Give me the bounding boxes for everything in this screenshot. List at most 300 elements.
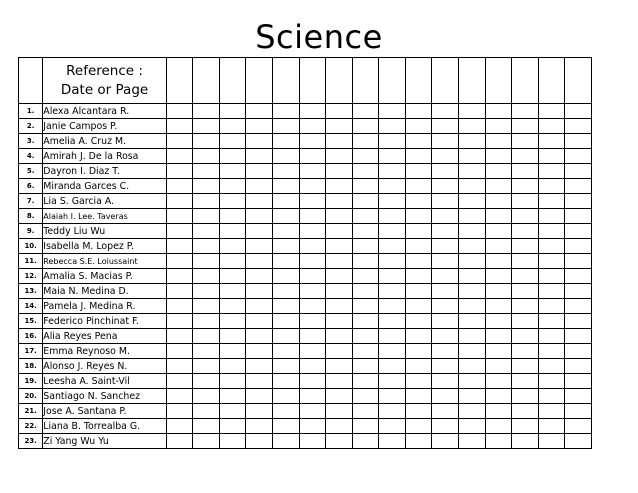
grade-cell	[432, 374, 459, 389]
grade-cell	[432, 209, 459, 224]
grade-cell	[326, 374, 353, 389]
grade-cell	[273, 134, 300, 149]
table-row	[19, 179, 592, 194]
page-title: Science	[255, 18, 383, 56]
grade-cell	[352, 284, 379, 299]
student-number: 1.	[19, 104, 43, 119]
grade-cell	[538, 194, 565, 209]
student-number: 5.	[19, 164, 43, 179]
grade-cell	[538, 254, 565, 269]
grade-cell	[512, 434, 539, 449]
grade-cell	[485, 134, 512, 149]
grade-cell	[193, 389, 220, 404]
reference-header	[43, 58, 167, 104]
grade-cell	[432, 224, 459, 239]
student-number: 4.	[19, 149, 43, 164]
grade-cell	[565, 374, 592, 389]
table-row	[19, 389, 592, 404]
grade-cell	[458, 134, 485, 149]
grade-cell	[352, 194, 379, 209]
grade-cell	[565, 299, 592, 314]
student-number: 18.	[19, 359, 43, 374]
table-row	[19, 314, 592, 329]
grade-cell	[219, 329, 246, 344]
grade-cell	[379, 299, 406, 314]
grade-cell	[166, 314, 193, 329]
grade-cell	[565, 404, 592, 419]
grade-cell	[352, 299, 379, 314]
grade-cell	[326, 239, 353, 254]
grade-cell	[432, 359, 459, 374]
student-name: Federico Pinchinat F.	[43, 314, 167, 329]
grade-cell	[432, 434, 459, 449]
grade-cell	[458, 224, 485, 239]
grade-cell	[458, 419, 485, 434]
grade-cell	[512, 284, 539, 299]
grade-cell	[246, 359, 273, 374]
grade-cell	[565, 179, 592, 194]
grade-cell	[193, 434, 220, 449]
grade-cell	[326, 299, 353, 314]
grade-cell	[299, 329, 326, 344]
grade-cell	[485, 104, 512, 119]
grade-cell	[432, 389, 459, 404]
grade-cell	[219, 119, 246, 134]
grade-cell	[512, 134, 539, 149]
grade-cell	[352, 419, 379, 434]
grade-cell	[458, 374, 485, 389]
grade-cell	[299, 119, 326, 134]
student-number: 10.	[19, 239, 43, 254]
reference-label: Reference :	[66, 62, 143, 79]
grade-cell	[219, 314, 246, 329]
grade-cell	[166, 269, 193, 284]
grade-cell	[379, 239, 406, 254]
grade-cell	[299, 164, 326, 179]
grade-cell	[246, 239, 273, 254]
student-number: 17.	[19, 344, 43, 359]
grade-cell	[326, 329, 353, 344]
grade-cell	[538, 179, 565, 194]
grade-cell	[405, 209, 432, 224]
grade-cell	[299, 404, 326, 419]
grade-cell	[246, 419, 273, 434]
grade-cell	[485, 284, 512, 299]
grade-cell	[485, 359, 512, 374]
grade-cell	[193, 359, 220, 374]
grade-cell	[326, 359, 353, 374]
grade-cell	[405, 419, 432, 434]
grade-cell	[246, 389, 273, 404]
grade-cell	[458, 209, 485, 224]
grade-cell	[273, 434, 300, 449]
grade-cell	[219, 404, 246, 419]
grade-cell	[485, 209, 512, 224]
grade-cell	[379, 164, 406, 179]
grade-cell	[458, 104, 485, 119]
grade-cell	[299, 269, 326, 284]
grade-cell	[352, 119, 379, 134]
table-row	[19, 194, 592, 209]
table-row	[19, 149, 592, 164]
grade-cell	[273, 329, 300, 344]
grade-cell	[512, 224, 539, 239]
student-name: Rebecca S.E. Loiussaint	[43, 254, 167, 269]
grade-cell	[166, 284, 193, 299]
grade-cell	[565, 239, 592, 254]
grade-cell	[352, 389, 379, 404]
grade-cell	[485, 119, 512, 134]
grade-cell	[379, 194, 406, 209]
grade-cell	[299, 284, 326, 299]
grade-cell	[512, 299, 539, 314]
gradebook-table	[18, 57, 592, 449]
grade-cell	[273, 194, 300, 209]
grade-cell	[193, 149, 220, 164]
grade-cell	[432, 179, 459, 194]
table-row	[19, 419, 592, 434]
grade-cell	[299, 149, 326, 164]
grade-cell	[219, 299, 246, 314]
grade-cell	[246, 119, 273, 134]
grade-cell	[326, 209, 353, 224]
grade-cell	[512, 119, 539, 134]
grade-cell	[458, 314, 485, 329]
grade-cell	[273, 284, 300, 299]
grade-cell	[193, 299, 220, 314]
grade-cell	[166, 134, 193, 149]
grade-cell	[485, 374, 512, 389]
grade-cell	[379, 359, 406, 374]
table-row	[19, 404, 592, 419]
student-number: 2.	[19, 119, 43, 134]
grade-cell	[166, 119, 193, 134]
grade-cell	[405, 224, 432, 239]
student-name: Jose A. Santana P.	[43, 404, 167, 419]
grade-cell	[219, 239, 246, 254]
student-name: Leesha A. Saint-Vil	[43, 374, 167, 389]
grade-cell	[246, 58, 273, 104]
grade-cell	[405, 134, 432, 149]
grade-cell	[166, 58, 193, 104]
grade-cell	[246, 269, 273, 284]
grade-cell	[485, 164, 512, 179]
student-number: 21.	[19, 404, 43, 419]
grade-cell	[166, 194, 193, 209]
grade-cell	[299, 344, 326, 359]
grade-cell	[193, 284, 220, 299]
grade-cell	[166, 254, 193, 269]
grade-cell	[405, 254, 432, 269]
grade-cell	[326, 419, 353, 434]
grade-cell	[379, 179, 406, 194]
grade-cell	[458, 404, 485, 419]
grade-cell	[512, 344, 539, 359]
grade-cell	[405, 239, 432, 254]
grade-cell	[485, 269, 512, 284]
grade-cell	[405, 404, 432, 419]
grade-cell	[538, 404, 565, 419]
grade-cell	[565, 419, 592, 434]
grade-cell	[512, 104, 539, 119]
grade-cell	[485, 224, 512, 239]
grade-cell	[352, 314, 379, 329]
grade-cell	[405, 329, 432, 344]
grade-cell	[538, 389, 565, 404]
grade-cell	[273, 209, 300, 224]
grade-cell	[379, 434, 406, 449]
student-number: 3.	[19, 134, 43, 149]
grade-cell	[219, 179, 246, 194]
student-name: Alia Reyes Pena	[43, 329, 167, 344]
grade-cell	[458, 254, 485, 269]
grade-cell	[246, 374, 273, 389]
grade-cell	[565, 284, 592, 299]
grade-cell	[352, 269, 379, 284]
grade-cell	[379, 284, 406, 299]
grade-cell	[246, 299, 273, 314]
grade-cell	[326, 284, 353, 299]
grade-cell	[565, 149, 592, 164]
grade-cell	[538, 419, 565, 434]
grade-cell	[379, 224, 406, 239]
grade-cell	[512, 58, 539, 104]
grade-cell	[485, 329, 512, 344]
student-name: Dayron I. Diaz T.	[43, 164, 167, 179]
grade-cell	[405, 374, 432, 389]
grade-cell	[458, 58, 485, 104]
grade-cell	[565, 344, 592, 359]
grade-cell	[538, 119, 565, 134]
grade-cell	[538, 239, 565, 254]
grade-cell	[166, 434, 193, 449]
table-row	[19, 224, 592, 239]
grade-cell	[432, 104, 459, 119]
grade-cell	[326, 194, 353, 209]
grade-cell	[326, 164, 353, 179]
grade-cell	[538, 344, 565, 359]
student-name: Emma Reynoso M.	[43, 344, 167, 359]
grade-cell	[273, 224, 300, 239]
grade-cell	[538, 359, 565, 374]
grade-cell	[458, 434, 485, 449]
grade-cell	[273, 389, 300, 404]
grade-cell	[273, 239, 300, 254]
grade-cell	[379, 58, 406, 104]
student-number: 19.	[19, 374, 43, 389]
grade-cell	[512, 404, 539, 419]
grade-cell	[512, 419, 539, 434]
grade-cell	[538, 329, 565, 344]
grade-cell	[246, 134, 273, 149]
grade-cell	[485, 58, 512, 104]
grade-cell	[352, 179, 379, 194]
grade-cell	[326, 404, 353, 419]
grade-cell	[273, 299, 300, 314]
table-row	[19, 434, 592, 449]
grade-cell	[512, 314, 539, 329]
grade-cell	[352, 134, 379, 149]
grade-cell	[432, 134, 459, 149]
grade-cell	[273, 404, 300, 419]
grade-cell	[352, 58, 379, 104]
student-number: 7.	[19, 194, 43, 209]
student-name: Liana B. Torrealba G.	[43, 419, 167, 434]
grade-cell	[565, 359, 592, 374]
grade-cell	[458, 389, 485, 404]
grade-cell	[538, 269, 565, 284]
grade-cell	[273, 419, 300, 434]
grade-cell	[379, 119, 406, 134]
grade-cell	[326, 58, 353, 104]
grade-cell	[246, 149, 273, 164]
grade-cell	[405, 434, 432, 449]
grade-cell	[432, 344, 459, 359]
table-row	[19, 284, 592, 299]
grade-cell	[512, 269, 539, 284]
grade-cell	[485, 314, 512, 329]
header-row	[19, 58, 592, 104]
grade-cell	[538, 58, 565, 104]
grade-cell	[458, 164, 485, 179]
grade-cell	[219, 104, 246, 119]
grade-cell	[379, 269, 406, 284]
grade-cell	[352, 344, 379, 359]
grade-cell	[565, 209, 592, 224]
grade-cell	[565, 134, 592, 149]
grade-cell	[512, 329, 539, 344]
grade-cell	[458, 239, 485, 254]
grade-cell	[273, 314, 300, 329]
grade-cell	[485, 149, 512, 164]
grade-cell	[166, 224, 193, 239]
table-row	[19, 119, 592, 134]
table-row	[19, 344, 592, 359]
student-name: Maia N. Medina D.	[43, 284, 167, 299]
grade-cell	[299, 359, 326, 374]
grade-cell	[219, 58, 246, 104]
grade-cell	[246, 404, 273, 419]
grade-cell	[273, 254, 300, 269]
grade-cell	[405, 179, 432, 194]
grade-cell	[432, 119, 459, 134]
grade-cell	[219, 149, 246, 164]
grade-cell	[352, 404, 379, 419]
grade-cell	[326, 104, 353, 119]
grade-cell	[458, 359, 485, 374]
grade-cell	[352, 239, 379, 254]
grade-cell	[326, 254, 353, 269]
grade-cell	[326, 119, 353, 134]
grade-cell	[219, 254, 246, 269]
student-number: 16.	[19, 329, 43, 344]
grade-cell	[246, 314, 273, 329]
student-number: 6.	[19, 179, 43, 194]
grade-cell	[538, 314, 565, 329]
grade-cell	[432, 284, 459, 299]
grade-cell	[512, 389, 539, 404]
grade-cell	[458, 149, 485, 164]
grade-cell	[512, 179, 539, 194]
grade-cell	[458, 269, 485, 284]
grade-cell	[246, 434, 273, 449]
grade-cell	[485, 194, 512, 209]
grade-cell	[219, 389, 246, 404]
table-row	[19, 254, 592, 269]
grade-cell	[565, 329, 592, 344]
table-row	[19, 299, 592, 314]
grade-cell	[352, 224, 379, 239]
grade-cell	[219, 284, 246, 299]
grade-cell	[273, 359, 300, 374]
grade-cell	[485, 239, 512, 254]
student-name: Isabella M. Lopez P.	[43, 239, 167, 254]
grade-cell	[326, 149, 353, 164]
grade-cell	[246, 254, 273, 269]
student-number: 12.	[19, 269, 43, 284]
grade-cell	[485, 434, 512, 449]
grade-cell	[219, 134, 246, 149]
grade-cell	[432, 419, 459, 434]
grade-cell	[512, 209, 539, 224]
student-name: Janie Campos P.	[43, 119, 167, 134]
table-row	[19, 269, 592, 284]
grade-cell	[166, 329, 193, 344]
grade-cell	[299, 58, 326, 104]
grade-cell	[326, 314, 353, 329]
grade-cell	[565, 254, 592, 269]
table-row	[19, 209, 592, 224]
grade-cell	[538, 284, 565, 299]
grade-cell	[299, 239, 326, 254]
table-row	[19, 104, 592, 119]
grade-cell	[166, 179, 193, 194]
student-name: Zi Yang Wu Yu	[43, 434, 167, 449]
student-number: 22.	[19, 419, 43, 434]
grade-cell	[299, 434, 326, 449]
grade-cell	[512, 359, 539, 374]
grade-cell	[432, 404, 459, 419]
grade-cell	[219, 374, 246, 389]
grade-cell	[405, 344, 432, 359]
grade-cell	[352, 149, 379, 164]
grade-cell	[246, 284, 273, 299]
grade-cell	[485, 419, 512, 434]
grade-cell	[166, 149, 193, 164]
grade-cell	[352, 104, 379, 119]
grade-cell	[379, 104, 406, 119]
grade-cell	[273, 58, 300, 104]
grade-cell	[166, 389, 193, 404]
grade-cell	[405, 119, 432, 134]
grade-cell	[352, 164, 379, 179]
grade-cell	[193, 344, 220, 359]
grade-cell	[219, 209, 246, 224]
grade-cell	[432, 239, 459, 254]
grade-cell	[193, 164, 220, 179]
grade-cell	[219, 269, 246, 284]
grade-cell	[166, 359, 193, 374]
grade-cell	[458, 119, 485, 134]
grade-cell	[405, 284, 432, 299]
grade-cell	[512, 254, 539, 269]
grade-cell	[193, 374, 220, 389]
grade-cell	[485, 344, 512, 359]
grade-cell	[193, 269, 220, 284]
grade-cell	[246, 104, 273, 119]
grade-cell	[299, 104, 326, 119]
grade-cell	[273, 149, 300, 164]
